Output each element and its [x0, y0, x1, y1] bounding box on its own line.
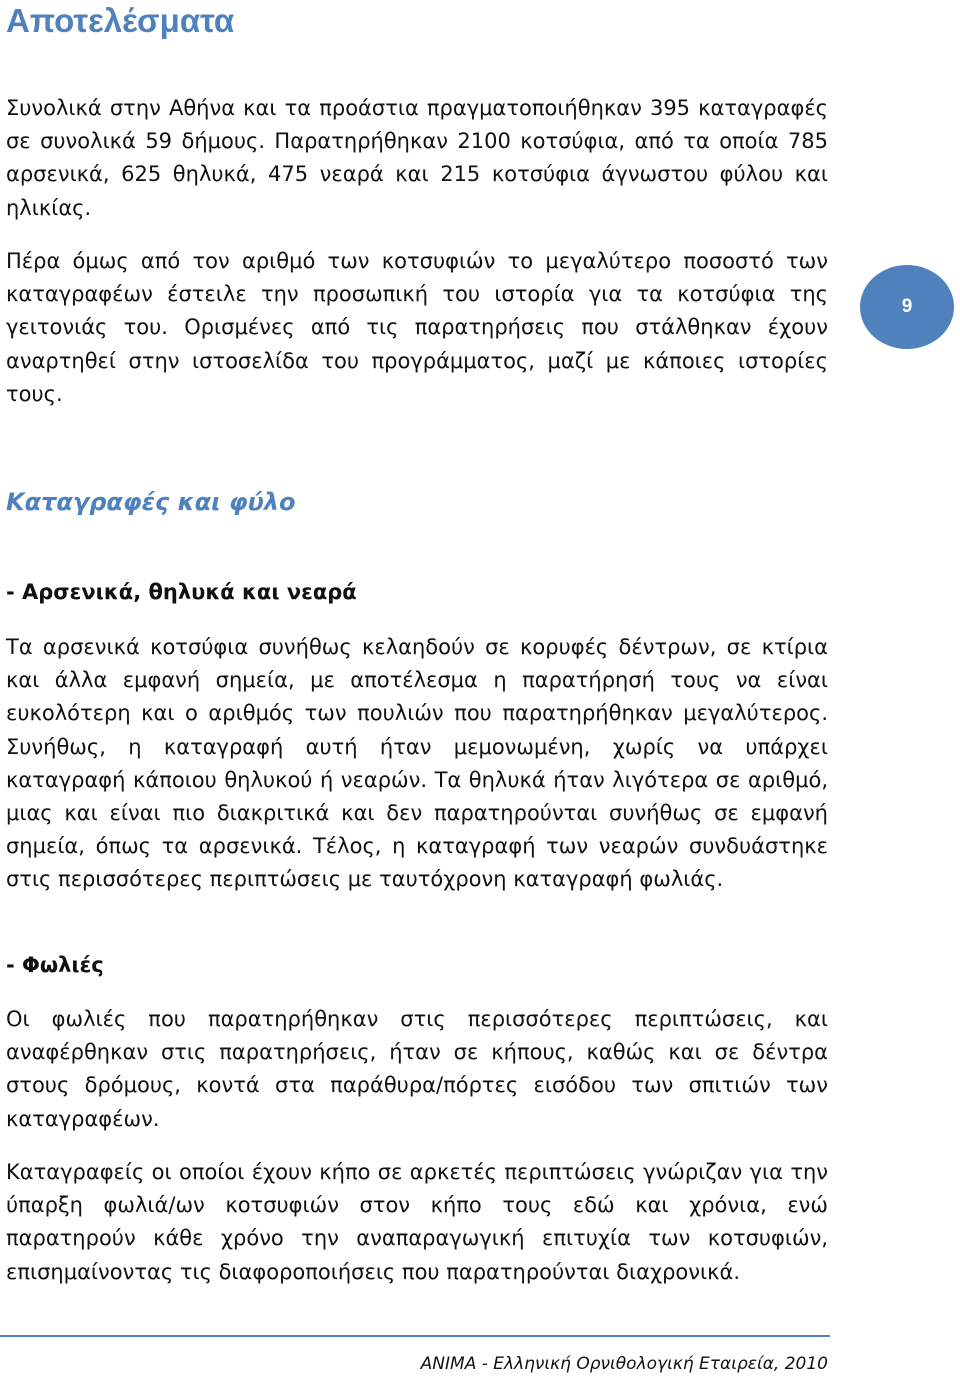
- paragraph-intro: Συνολικά στην Αθήνα και τα προάστια πραγματοποιήθηκαν 395 καταγραφές σε συνολικά 59 δήμους. Παρατηρήθηκαν 2100 κοτσύφια, από τα οποία 785 αρσενικά, 625 θηλυκά, 475 νεαρά και 215 κοτσύφια άγνωστου φύλου και ηλικίας.: [6, 96, 828, 220]
- subheading-nests: - Φωλιές: [6, 953, 104, 977]
- subheading-sexes: - Αρσενικά, θηλυκά και νεαρά: [6, 580, 357, 604]
- page-title: Αποτελέσματα: [6, 2, 235, 39]
- footer-credit: ANIMA - Ελληνική Ορνιθολογική Εταιρεία, 2010: [420, 1354, 828, 1374]
- paragraph-stories: Πέρα όμως από τον αριθμό των κοτσυφιών το μεγαλύτερο ποσοστό των καταγραφέων έστειλε την προσωπική του ιστορία για τα κοτσύφια της γειτονιάς του. Ορισμένες από τις παρατηρήσεις που στάλθηκαν έχουν αναρτηθεί στην ιστοσελίδα του προγράμματος, μαζί με κάποιες ιστορίες τους.: [6, 249, 828, 406]
- paragraph-sexes: Τα αρσενικά κοτσύφια συνήθως κελαηδούν σε κορυφές δέντρων, σε κτίρια και άλλα εμφανή σημεία, με αποτέλεσμα η παρατήρησή τους να είναι ευκολότερη και ο αριθμός των πουλιών που παρατηρήθηκαν μεγαλύτερος. Συνήθως, η καταγραφή αυτή ήταν μεμονωμένη, χωρίς να υπάρχει καταγραφή κάποιου θηλυκού ή νεαρών. Τα θηλυκά ήταν λιγότερα σε αριθμό, μιας και είναι πιο διακριτικά και δεν παρατηρούνται συνήθως σε εμφανή σημεία, όπως τα αρσενικά. Τέλος, η καταγραφή των νεαρών συνδυάστηκε στις περισσότερες περιπτώσεις με ταυτόχρονη καταγραφή φωλιάς.: [6, 635, 828, 892]
- paragraph-gardens: Καταγραφείς οι οποίοι έχουν κήπο σε αρκετές περιπτώσεις γνώριζαν για την ύπαρξη φωλιά/ων κοτσυφιών στον κήπο τους εδώ και χρόνια, ενώ παρατηρούν κάθε χρόνο την αναπαραγωγική επιτυχία των κοτσυφιών, επισημαίνοντας τις διαφοροποιήσεις που παρατηρούνται διαχρονικά.: [6, 1160, 828, 1284]
- section-heading: Καταγραφές και φύλο: [6, 488, 296, 516]
- page-number-badge: 9: [860, 265, 954, 349]
- footer-divider: [0, 1335, 830, 1337]
- paragraph-nests: Οι φωλιές που παρατηρήθηκαν στις περισσότερες περιπτώσεις, και αναφέρθηκαν στις παρατηρήσεις, ήταν σε κήπους, καθώς και σε δέντρα στους δρόμους, κοντά στα παράθυρα/πόρτες εισόδου των σπιτιών των καταγραφέων.: [6, 1007, 828, 1131]
